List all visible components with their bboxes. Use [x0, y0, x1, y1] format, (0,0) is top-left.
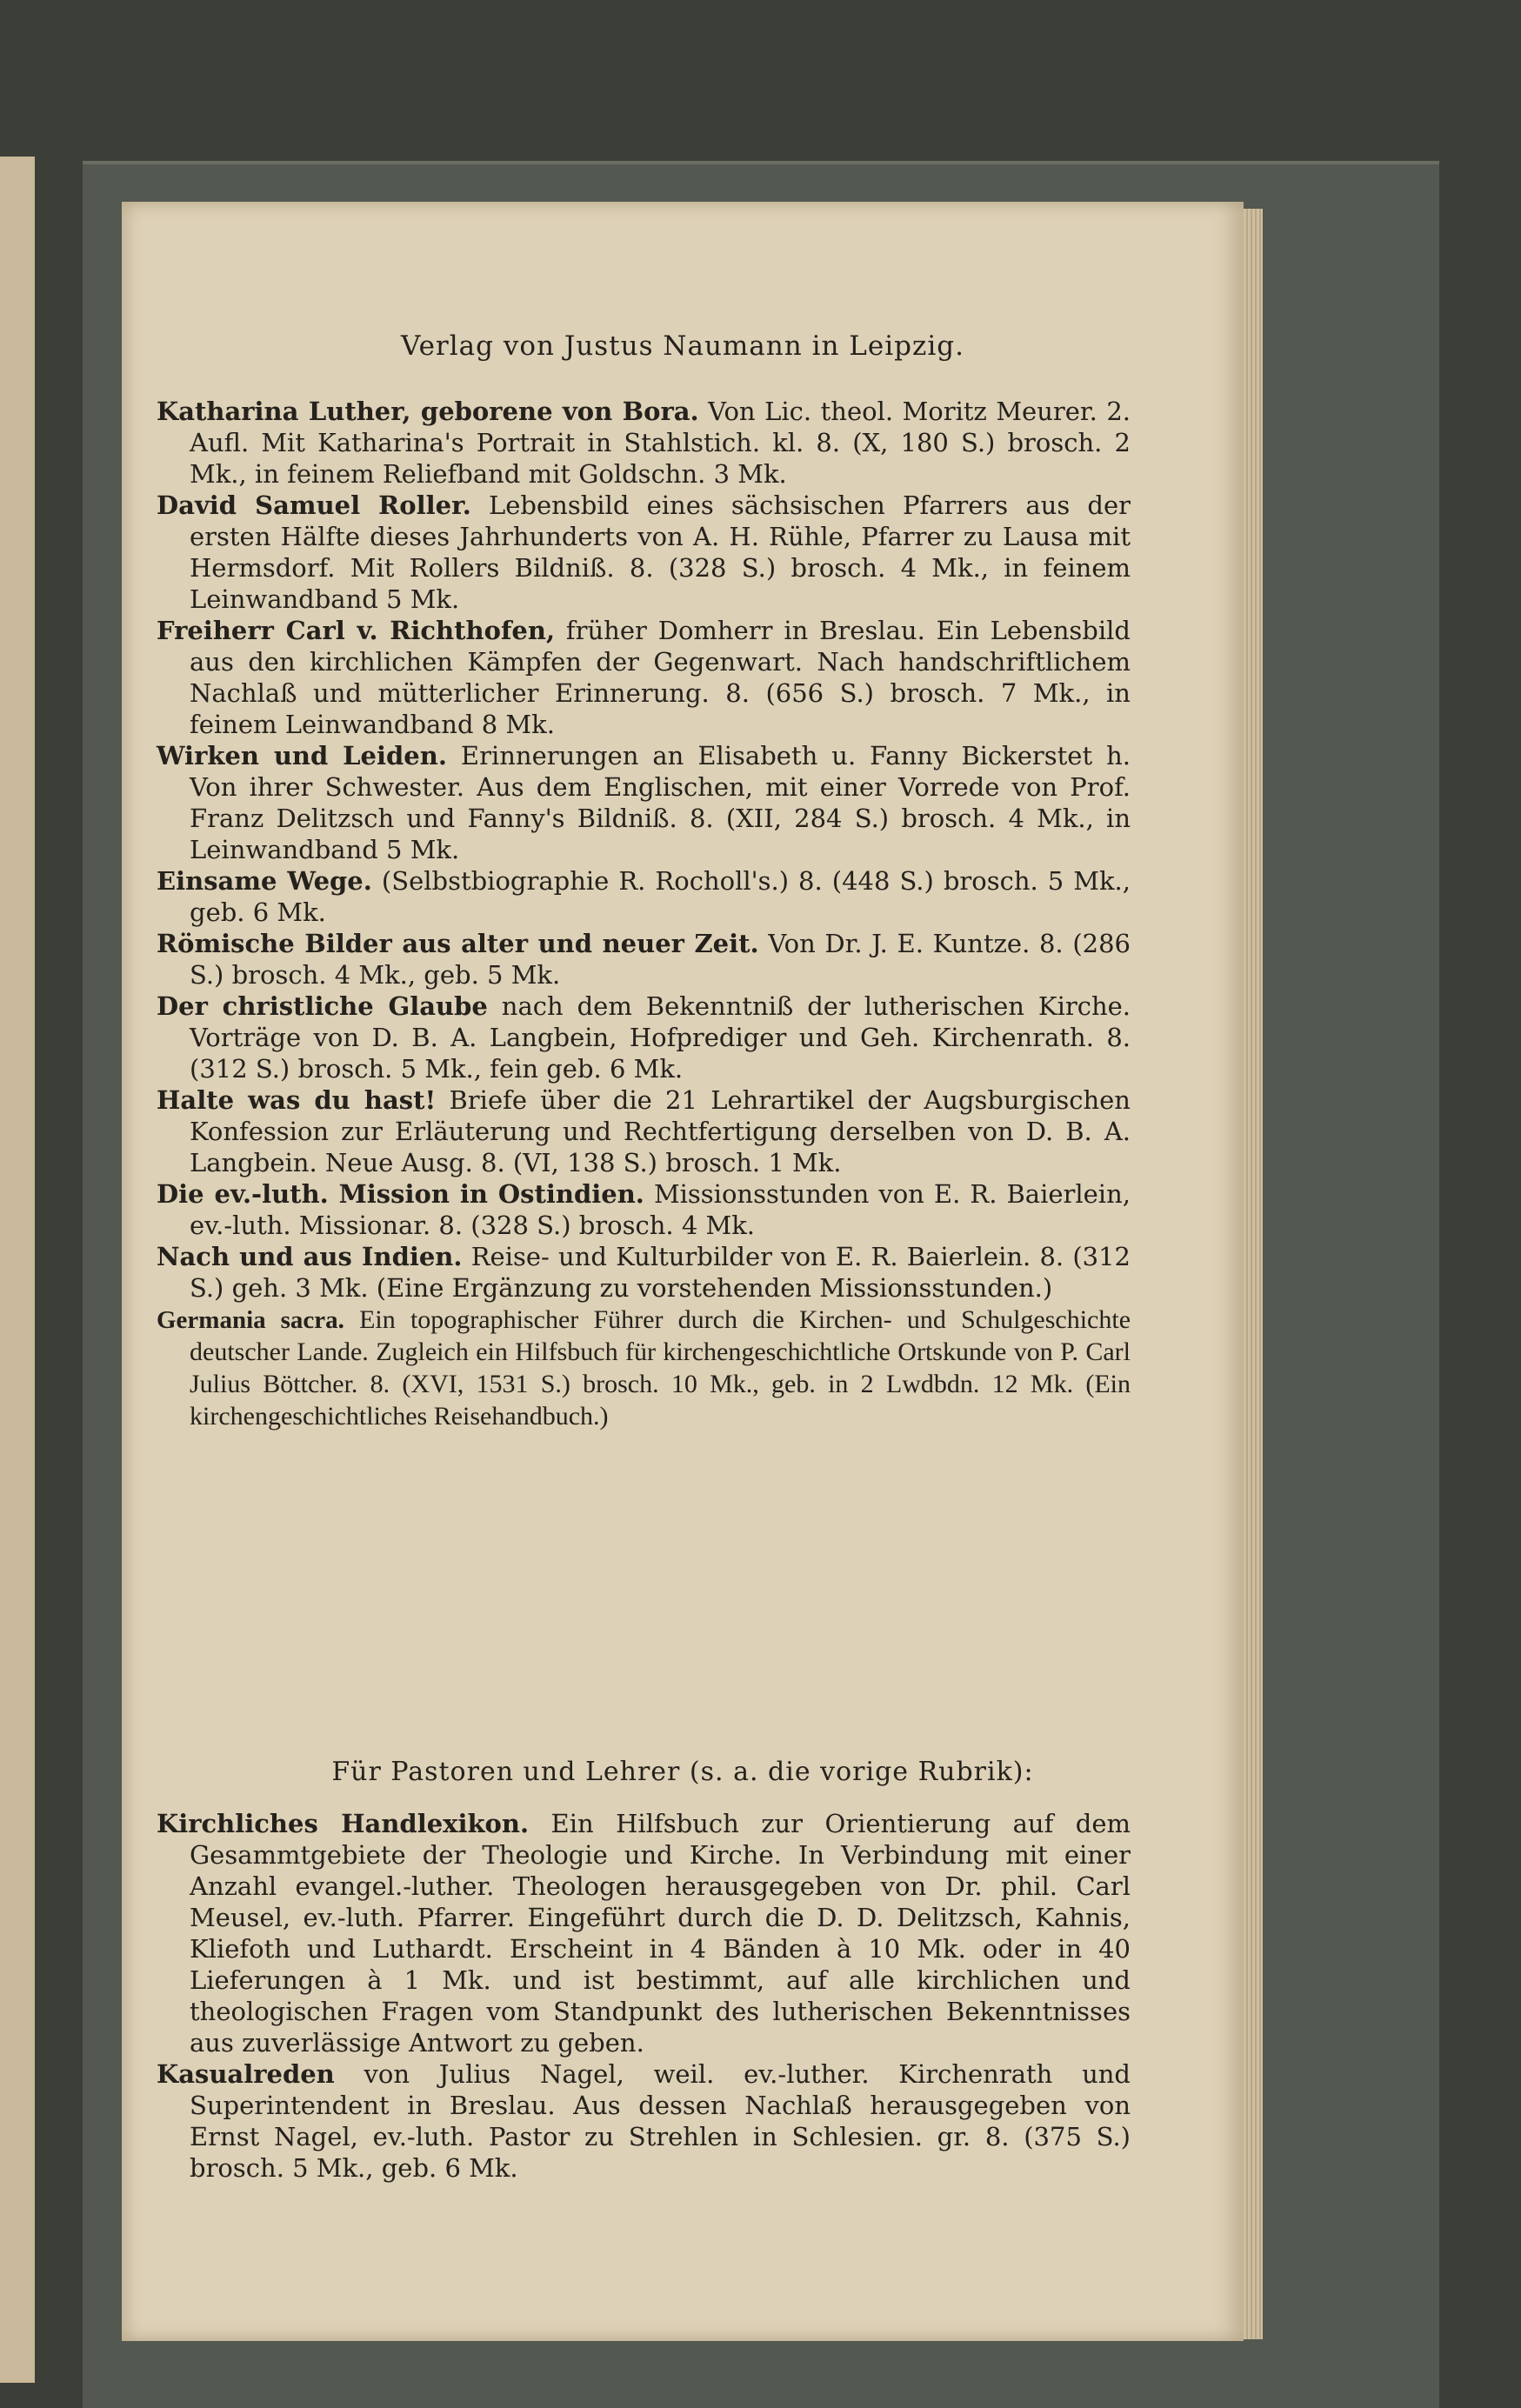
entry-title: David Samuel Roller. [157, 490, 471, 520]
entry-title: Germania sacra. [157, 1306, 344, 1334]
entry-text: Missionsstunden von E. R. Baierlein, ev.-luth. Missionar. 8. (328 S.) brosch. 4 Mk. [190, 1179, 1131, 1240]
entry-text: früher Domherr in Breslau. Ein Lebensbild aus den kirchlichen Kämpfen der Gegenwart. Nach handschriftlichem Nachlaß und mütterlicher Erinnerung. 8. (656 S.) brosch. 7 Mk., in feinem Leinwandband 8 Mk. [190, 616, 1131, 739]
entry-title: Römische Bilder aus alter und neuer Zeit. [157, 929, 759, 958]
entry-text: nach dem Bekenntniß der lutherischen Kirche. Vorträge von D. B. A. Langbein, Hofprediger und Geh. Kirchenrath. 8. (312 S.) brosch. 5 Mk., fein geb. 6 Mk. [190, 991, 1131, 1084]
catalog-entry [157, 396, 1131, 490]
entry-text: Von Lic. theol. Moritz Meurer. 2. Aufl. Mit Katharina's Portrait in Stahlstich. kl. 8. (X, 180 S.) brosch. 2 Mk., in feinem Reliefband mit Goldschn. 3 Mk. [190, 397, 1131, 489]
entry-list-pastors [157, 1808, 1131, 2184]
entry-text: Erinnerungen an Elisabeth u. Fanny Bickerstet h. Von ihrer Schwester. Aus dem Englischen, mit einer Vorrede von Prof. Franz Delitzsch und Fanny's Bildniß. 8. (XII, 284 S.) brosch. 4 Mk., in Leinwandband 5 Mk. [190, 741, 1131, 864]
catalog-entry [157, 740, 1131, 865]
entry-title: Kasualreden [157, 2059, 335, 2089]
entry-title: Der christliche Glaube [157, 991, 488, 1021]
entry-text: Briefe über die 21 Lehrartikel der Augsburgischen Konfession zur Erläuterung und Rechtfertigung derselben von D. B. A. Langbein. Neue Ausg. 8. (VI, 138 S.) brosch. 1 Mk. [190, 1085, 1131, 1177]
catalog-entry [157, 1808, 1131, 2058]
catalog-entry [157, 1241, 1131, 1304]
entry-text: Lebensbild eines sächsischen Pfarrers aus der ersten Hälfte dieses Jahrhunderts von A. H. Rühle, Pfarrer zu Lausa mit Hermsdorf. Mit Rollers Bildniß. 8. (328 S.) brosch. 4 Mk., in feinem Leinwandband 5 Mk. [190, 490, 1131, 614]
catalog-entry [157, 991, 1131, 1084]
catalog-entry [157, 490, 1131, 615]
catalog-entry [157, 865, 1131, 928]
entry-title: Die ev.-luth. Mission in Ostindien. [157, 1179, 644, 1209]
page-edges [1244, 209, 1263, 2339]
page-header: Verlag von Justus Naumann in Leipzig. [401, 330, 964, 362]
entry-text: Von Dr. J. E. Kuntze. 8. (286 S.) brosch. 4 Mk., geb. 5 Mk. [190, 929, 1131, 990]
entry-title: Nach und aus Indien. [157, 1242, 463, 1271]
entry-title: Wirken und Leiden. [157, 741, 447, 770]
catalog-entry [157, 2058, 1131, 2184]
entry-title: Kirchliches Handlexikon. [157, 1809, 530, 1838]
entry-title: Freiherr Carl v. Richthofen, [157, 616, 556, 645]
section-subheader: Für Pastoren und Lehrer (s. a. die vorige Rubrik): [331, 1757, 1034, 1787]
entry-text: (Selbstbiographie R. Rocholl's.) 8. (448 S.) brosch. 5 Mk., geb. 6 Mk. [190, 866, 1131, 927]
catalog-entry-latin [157, 1304, 1131, 1432]
entry-title: Einsame Wege. [157, 866, 372, 896]
entry-text: von Julius Nagel, weil. ev.-luther. Kirchenrath und Superintendent in Breslau. Aus dessen Nachlaß herausgegeben von Ernst Nagel, ev.-luth. Pastor zu Strehlen in Schlesien. gr. 8. (375 S.) brosch. 5 Mk., geb. 6 Mk. [190, 2059, 1131, 2183]
catalog-entry [157, 928, 1131, 991]
book-page [122, 202, 1244, 2341]
catalog-entry [157, 1084, 1131, 1178]
catalog-entry [157, 615, 1131, 740]
catalog-entry [157, 1178, 1131, 1241]
entry-text: Ein topographischer Führer durch die Kirchen- und Schulgeschichte deutscher Lande. Zugleich ein Hilfsbuch für kirchengeschichtliche Ortskunde von P. Carl Julius Böttcher. 8. (XVI, 1531 S.) brosch. 10 Mk., geb. in 2 Lwdbdn. 12 Mk. (Ein kirchengeschichtliches Reisehandbuch.) [190, 1305, 1131, 1431]
entry-text: Ein Hilfsbuch zur Orientierung auf dem Gesammtgebiete der Theologie und Kirche. In Verbindung mit einer Anzahl evangel.-luther. Theologen herausgegeben von Dr. phil. Carl Meusel, ev.-luth. Pfarrer. Eingeführt durch die D. D. Delitzsch, Kahnis, Kliefoth und Luthardt. Erscheint in 4 Bänden à 10 Mk. oder in 40 Lieferungen à 1 Mk. und ist bestimmt, auf alle kirchlichen und theologischen Fragen vom Standpunkt des lutherischen Bekenntnisses aus zuverlässige Antwort zu geben. [190, 1809, 1131, 2058]
entry-list-main [157, 396, 1131, 1432]
entry-title: Katharina Luther, geborene von Bora. [157, 397, 699, 426]
entry-title: Halte was du hast! [157, 1085, 437, 1115]
entry-text: Reise- und Kulturbilder von E. R. Baierlein. 8. (312 S.) geh. 3 Mk. (Eine Ergänzung zu vorstehenden Missionsstunden.) [190, 1242, 1131, 1303]
book-edge-left [0, 157, 35, 2383]
